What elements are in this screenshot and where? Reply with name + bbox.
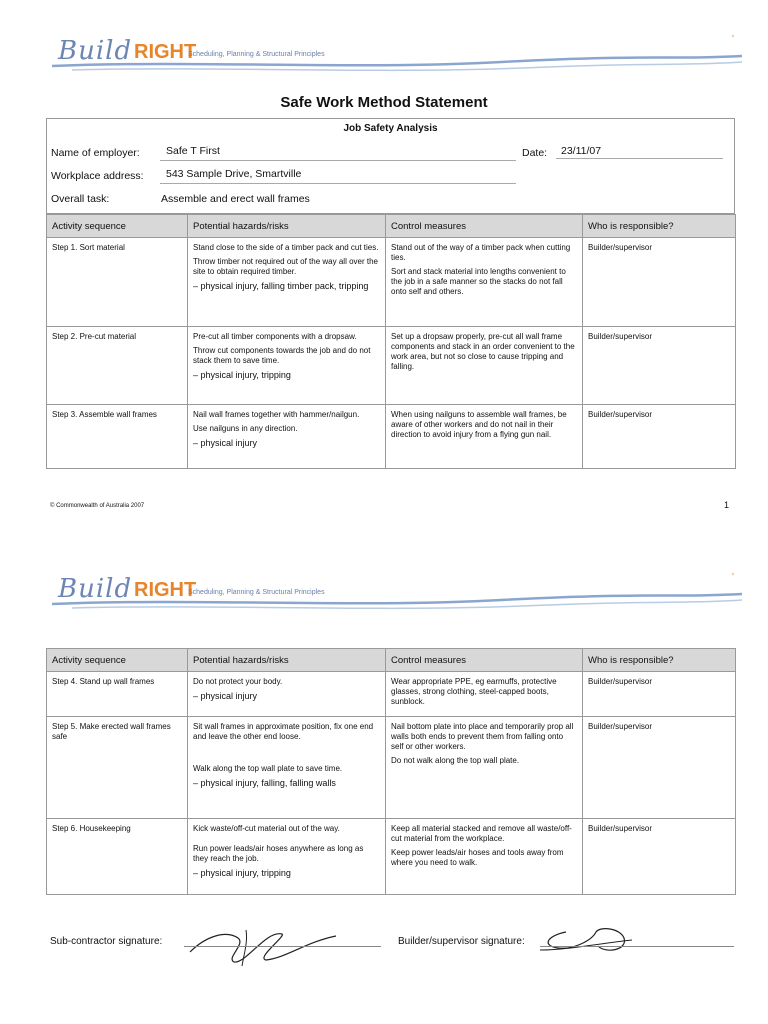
activity-cell: Step 2. Pre-cut material bbox=[47, 327, 188, 405]
logo-accent-mark: ' bbox=[732, 34, 734, 45]
table-row bbox=[47, 819, 736, 895]
address-label: Workplace address: bbox=[51, 170, 144, 182]
activity-cell: Step 4. Stand up wall frames bbox=[47, 672, 188, 717]
employer-value: Safe T First bbox=[166, 145, 220, 157]
activity-cell: Step 6. Housekeeping bbox=[47, 819, 188, 895]
logo-tagline: Scheduling, Planning & Structural Principles bbox=[188, 589, 325, 596]
subcontractor-signature-line bbox=[184, 946, 381, 947]
control-text: Set up a dropsaw properly, pre-cut all wall frame components and stack in an order convenient to the work area, but not so close to cause tripping and falling. bbox=[391, 332, 575, 371]
injury-text: – physical injury, falling, falling walls bbox=[193, 778, 336, 788]
injury-text: – physical injury, tripping bbox=[193, 370, 291, 380]
date-label: Date: bbox=[522, 147, 548, 159]
page-number: 1 bbox=[724, 500, 730, 510]
controls-cell bbox=[386, 327, 583, 405]
col-activity: Activity sequence bbox=[47, 649, 188, 672]
responsible-cell: Builder/supervisor bbox=[583, 819, 736, 895]
hazard-text: Pre-cut all timber components with a dropsaw. bbox=[193, 332, 357, 341]
col-controls: Control measures bbox=[386, 215, 583, 238]
hazards-cell bbox=[188, 717, 386, 819]
hazard-text: Walk along the top wall plate to save time. bbox=[193, 764, 343, 773]
hazard-text: Sit wall frames in approximate position, fix one end and leave the other end loose. bbox=[193, 722, 374, 741]
address-underline bbox=[160, 183, 516, 184]
date-underline bbox=[556, 158, 723, 159]
hazard-text: Kick waste/off-cut material out of the way. bbox=[193, 824, 340, 833]
control-text: Sort and stack material into lengths convenient to the job in a safe manner so the stacks do not fall onto self and others. bbox=[391, 267, 566, 296]
hazard-text: Nail wall frames together with hammer/nailgun. bbox=[193, 410, 360, 419]
copyright-footer: © Commonwealth of Australia 2007 bbox=[50, 503, 145, 509]
responsible-cell: Builder/supervisor bbox=[583, 405, 736, 469]
logo-script: Build bbox=[58, 574, 133, 604]
control-text: Keep all material stacked and remove all waste/off-cut material from the workplace. bbox=[391, 824, 572, 843]
task-value: Assemble and erect wall frames bbox=[161, 193, 310, 205]
subcontractor-signature-label: Sub-contractor signature: bbox=[50, 936, 163, 947]
brand-logo-page2 bbox=[52, 568, 742, 618]
responsible-cell: Builder/supervisor bbox=[583, 238, 736, 327]
hazard-text: Use nailguns in any direction. bbox=[193, 424, 298, 433]
brand-logo bbox=[52, 30, 742, 80]
hazards-cell bbox=[188, 405, 386, 469]
hazards-cell bbox=[188, 238, 386, 327]
control-text: Do not walk along the top wall plate. bbox=[391, 756, 520, 765]
injury-text: – physical injury bbox=[193, 691, 258, 701]
control-text: Stand out of the way of a timber pack when cutting ties. bbox=[391, 243, 571, 262]
date-value: 23/11/07 bbox=[561, 145, 602, 157]
control-text: Keep power leads/air hoses and tools away from where you need to walk. bbox=[391, 848, 564, 867]
hazards-cell bbox=[188, 327, 386, 405]
col-controls: Control measures bbox=[386, 649, 583, 672]
col-responsible: Who is responsible? bbox=[583, 649, 736, 672]
hazard-table-page1 bbox=[46, 214, 736, 469]
hazard-text: Run power leads/air hoses anywhere as long as they reach the job. bbox=[193, 844, 364, 863]
control-text: When using nailguns to assemble wall frames, be aware of other workers and do not nail in their direction to avoid injury from a flying gun nail. bbox=[391, 410, 567, 439]
col-activity: Activity sequence bbox=[47, 215, 188, 238]
injury-text: – physical injury, falling timber pack, tripping bbox=[193, 281, 369, 291]
logo-accent-mark: ' bbox=[732, 572, 734, 583]
control-text: Wear appropriate PPE, eg earmuffs, protective glasses, strong clothing, steel-capped boots, sunblock. bbox=[391, 677, 557, 706]
table-row bbox=[47, 717, 736, 819]
responsible-cell: Builder/supervisor bbox=[583, 327, 736, 405]
hazard-text: Stand close to the side of a timber pack and cut ties. bbox=[193, 243, 379, 252]
table-header-row bbox=[47, 215, 736, 238]
logo-right: RIGHT bbox=[134, 579, 197, 601]
injury-text: – physical injury bbox=[193, 438, 258, 448]
activity-cell: Step 1. Sort material bbox=[47, 238, 188, 327]
hazard-text: Throw timber not required out of the way all over the site to obtain required timber. bbox=[193, 257, 378, 276]
logo-right: RIGHT bbox=[134, 41, 197, 63]
controls-cell bbox=[386, 238, 583, 327]
col-hazards: Potential hazards/risks bbox=[188, 649, 386, 672]
col-hazards: Potential hazards/risks bbox=[188, 215, 386, 238]
responsible-cell: Builder/supervisor bbox=[583, 672, 736, 717]
table-row bbox=[47, 238, 736, 327]
hazard-text: Throw cut components towards the job and do not stack them to save time. bbox=[193, 346, 371, 365]
table-row bbox=[47, 327, 736, 405]
employer-underline bbox=[160, 160, 516, 161]
controls-cell bbox=[386, 672, 583, 717]
subcontractor-signature bbox=[186, 918, 386, 968]
col-responsible: Who is responsible? bbox=[583, 215, 736, 238]
hazards-cell bbox=[188, 672, 386, 717]
task-label: Overall task: bbox=[51, 193, 110, 205]
table-row bbox=[47, 405, 736, 469]
employer-label: Name of employer: bbox=[51, 147, 140, 159]
hazards-cell bbox=[188, 819, 386, 895]
controls-cell bbox=[386, 819, 583, 895]
control-text: Nail bottom plate into place and temporarily prop all walls both ends to prevent them from falling onto self or other workers. bbox=[391, 722, 574, 751]
responsible-cell: Builder/supervisor bbox=[583, 717, 736, 819]
builder-signature-label: Builder/supervisor signature: bbox=[398, 936, 525, 947]
table-header-row bbox=[47, 649, 736, 672]
injury-text: – physical injury, tripping bbox=[193, 868, 291, 878]
activity-cell: Step 5. Make erected wall frames safe bbox=[47, 717, 188, 819]
builder-signature-line bbox=[540, 946, 734, 947]
controls-cell bbox=[386, 717, 583, 819]
jsa-subtitle: Job Safety Analysis bbox=[343, 123, 438, 134]
controls-cell bbox=[386, 405, 583, 469]
logo-script: Build bbox=[58, 36, 133, 66]
logo-tagline: Scheduling, Planning & Structural Principles bbox=[188, 51, 325, 58]
hazard-text: Do not protect your body. bbox=[193, 677, 283, 686]
hazard-table-page2 bbox=[46, 648, 736, 895]
builder-signature bbox=[536, 920, 646, 960]
address-value: 543 Sample Drive, Smartville bbox=[166, 168, 302, 180]
document-title: Safe Work Method Statement bbox=[280, 94, 488, 111]
activity-cell: Step 3. Assemble wall frames bbox=[47, 405, 188, 469]
table-row bbox=[47, 672, 736, 717]
